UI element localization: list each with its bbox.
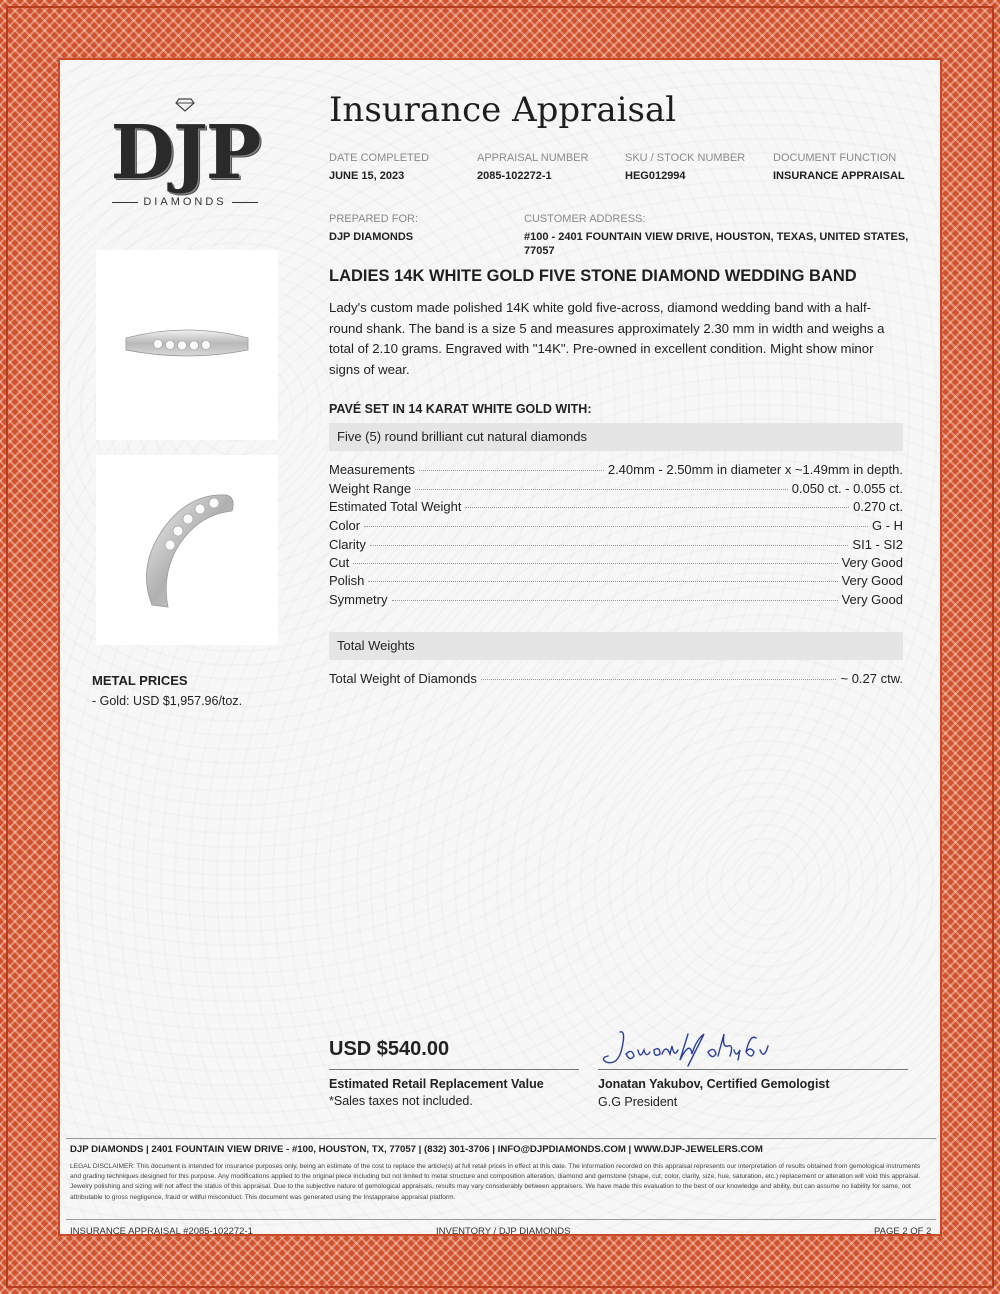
dot-leader [419, 470, 604, 471]
spec-value: Very Good [841, 592, 903, 607]
tax-note: *Sales taxes not included. [329, 1094, 473, 1108]
spec-value: Very Good [841, 555, 903, 570]
spec-key: Measurements [329, 462, 415, 477]
stone-band: Five (5) round brilliant cut natural diamonds [329, 423, 903, 451]
price-rule [329, 1069, 579, 1070]
product-title: LADIES 14K WHITE GOLD FIVE STONE DIAMOND WEDDING BAND [329, 267, 857, 285]
product-photo-front [96, 250, 278, 440]
spec-value: 2.40mm - 2.50mm in diameter x ~1.49mm in depth. [607, 462, 903, 477]
dot-leader [364, 526, 868, 527]
logo-letters: DJP [110, 110, 260, 196]
gold-price: - Gold: USD $1,957.96/toz. [92, 694, 243, 708]
spec-key: Color [329, 518, 361, 533]
spec-value: 0.270 ct. [853, 499, 903, 514]
footer-rule [66, 1138, 936, 1139]
product-description: Lady's custom made polished 14K white gold five-across, diamond wedding band with a half-round shank. The band is a size 5 and measures approximately 2.30 mm in width and weighs a total of 2.10 grams. Engraved with "14K". Pre-owned in excellent condition. Might show minor signs of wear. [329, 300, 885, 377]
signature-rule [598, 1069, 908, 1070]
footer-rule-bottom [66, 1219, 936, 1220]
spec-value: G - H [871, 518, 903, 533]
spec-key: Clarity [329, 537, 366, 552]
prepared-for-value: DJP DIAMONDS [329, 231, 414, 243]
footer-inventory: INVENTORY / DJP DIAMONDS [436, 1226, 571, 1237]
spec-row [329, 518, 903, 533]
logo-subtitle: DIAMONDS [100, 196, 270, 208]
customer-address-line2: 77057 [524, 245, 555, 257]
spec-row [329, 555, 903, 570]
spec-value: 0.050 ct. - 0.055 ct. [791, 481, 903, 496]
date-completed-value: JUNE 15, 2023 [329, 170, 405, 182]
prepared-for-label: PREPARED FOR: [329, 213, 419, 225]
sku-value: HEG012994 [625, 170, 686, 182]
metal-prices-title: METAL PRICES [92, 673, 188, 688]
customer-address-label: CUSTOMER ADDRESS: [524, 213, 646, 225]
totals-band: Total Weights [329, 632, 903, 660]
spec-row [329, 499, 903, 514]
sku-label: SKU / STOCK NUMBER [625, 152, 746, 164]
dot-leader [370, 545, 849, 546]
spec-value: SI1 - SI2 [852, 537, 903, 552]
spec-key: Polish [329, 573, 365, 588]
appraisal-number-value: 2085-102272-1 [477, 170, 552, 182]
dot-leader [353, 563, 837, 564]
document-function-value: INSURANCE APPRAISAL [773, 170, 905, 182]
setting-heading: PAVÉ SET IN 14 KARAT WHITE GOLD WITH: [329, 402, 592, 416]
gemologist-title: G.G President [598, 1095, 678, 1109]
company-logo [100, 98, 270, 216]
total-row [329, 671, 903, 686]
date-completed-label: DATE COMPLETED [329, 152, 430, 164]
spec-key: Symmetry [329, 592, 388, 607]
legal-disclaimer: LEGAL DISCLAIMER: This document is intended for insurance purposes only, being an estimate of the cost to replace the article(s) at full retail prices in effect at this date. The information recorded on this appraisal represents our interpretation of results obtained from gemological instruments and grading techniques designed for this purpose. Any modifications applied to the original piece including but not limited to metal structure and composition alteration, diamond and gemstone (shape, cut, color, clarity, size, hue, saturation, etc.) replacement or alteration will void this appraisal. Jewelry polishing and sizing will not affect the status of this appraisal. Due to the subjective nature of gemological appraisals, results may vary considerably between appraisers. We have made this evaluation to the best of our knowledge and ability, but can assume no liability for same, not attributable to gross negligence, fraud or willful misconduct. This document was generated using the Instappraise appraisal platform. [70, 1163, 921, 1201]
spec-row [329, 573, 903, 588]
dot-leader [368, 581, 837, 582]
spec-row [329, 462, 903, 477]
dot-leader [392, 600, 838, 601]
signature-image [596, 1026, 806, 1074]
replacement-price: USD $540.00 [329, 1038, 450, 1060]
dot-leader [481, 679, 837, 680]
spec-key: Estimated Total Weight [329, 499, 462, 514]
appraisal-number-label: APPRAISAL NUMBER [477, 152, 589, 164]
spec-row [329, 481, 903, 496]
spec-row [329, 592, 903, 607]
dot-leader [415, 489, 788, 490]
footer-page-number: PAGE 2 OF 2 [874, 1226, 932, 1237]
total-value: ~ 0.27 ctw. [840, 671, 903, 686]
total-key: Total Weight of Diamonds [329, 671, 477, 686]
spec-row [329, 537, 903, 552]
document-title: Insurance Appraisal [329, 90, 677, 130]
footer-contact: DJP DIAMONDS | 2401 FOUNTAIN VIEW DRIVE - #100, HOUSTON, TX, 77057 | (832) 301-3706 | INFO@DJPDIAMONDS.COM | WWW.DJP-JEWELERS.COM [70, 1144, 763, 1155]
product-photo-angle [96, 455, 278, 645]
gemologist-name: Jonatan Yakubov, Certified Gemologist [598, 1077, 830, 1091]
spec-key: Cut [329, 555, 350, 570]
customer-address-line1: #100 - 2401 FOUNTAIN VIEW DRIVE, HOUSTON, TEXAS, UNITED STATES, [524, 231, 909, 243]
spec-key: Weight Range [329, 481, 412, 496]
document-function-label: DOCUMENT FUNCTION [773, 152, 897, 164]
footer-appraisal-ref: INSURANCE APPRAISAL #2085-102272-1 [70, 1226, 253, 1237]
price-label: Estimated Retail Replacement Value [329, 1077, 544, 1091]
dot-leader [465, 507, 849, 508]
spec-value: Very Good [841, 573, 903, 588]
